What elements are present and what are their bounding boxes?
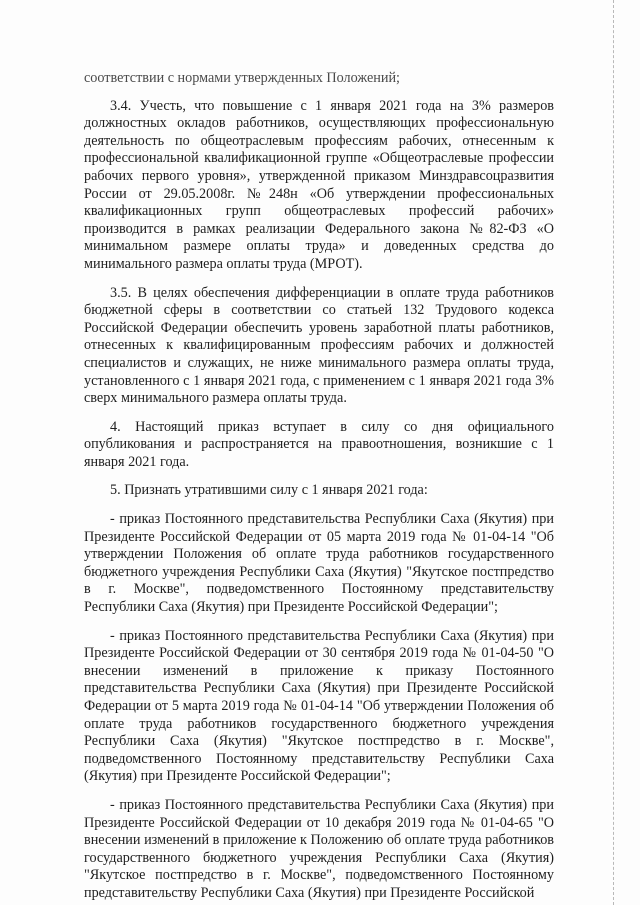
list-item-order-2: - приказ Постоянного представительства Республики Саха (Якутия) при Президенте Российской Федерации от 30 сентября 2019 года № 01-04-50 "О внесении изменений в приложение к приказу Постоянного представительства Республики Саха (Якутия) при Президенте Российской Федерации от 5 марта 2019 года № 01-04-14 "Об утверждении Положения об оплате труда работников государственного бюджетного учреждения Республики Саха (Якутия) "Якутское постпредство в г. Москве", подведомственного Постоянному представительству Республики Саха (Якутия) при Президенте Российской Федерации"; bbox=[84, 627, 554, 785]
paragraph-5: 5. Признать утратившими силу с 1 января 2021 года: bbox=[110, 482, 428, 499]
document-body bbox=[84, 70, 554, 905]
paragraph-continuation: соответствии с нормами утвержденных Положений; bbox=[84, 70, 400, 86]
paragraph-3-4: 3.4. Учесть, что повышение с 1 января 2021 года на 3% размеров должностных окладов работников, осуществляющих профессиональную деятельность по общеотраслевым профессиям рабочих, отнесенным к профессиональной квалификационной группе «Общеотраслевые профессии рабочих первого уровня», утвержденной приказом Минздравсоцразвития России от 29.05.2008г. №248н «Об утверждении профессиональных квалификационных групп общеотраслевых профессий рабочих» производится в рамках реализации Федерального закона №82-ФЗ «О минимальном размере оплаты труда» и доведенных средства до минимального размера оплаты труда (МРОТ). bbox=[84, 97, 554, 272]
scan-edge-line bbox=[613, 0, 614, 905]
list-item-order-1: - приказ Постоянного представительства Республики Саха (Якутия) при Президенте Российской Федерации от 05 марта 2019 года № 01-04-14 "Об утверждении Положения об оплате труда работников государственного бюджетного учреждения Республики Саха (Якутия) "Якутское постпредство в г. Москве", подведомственного Постоянному представительству Республики Саха (Якутия) при Президенте Российской Федерации"; bbox=[84, 511, 554, 616]
list-item-order-3: - приказ Постоянного представительства Республики Саха (Якутия) при Президенте Российской Федерации от 10 декабря 2019 года № 01-04-65 "О внесении изменений в приложение к Положению об оплате труда работников государственного бюджетного учреждения Республики Саха (Якутия) "Якутское постпредство в г. Москве", подведомственного Постоянному представительству Республики Саха (Якутия) при Президенте Российской bbox=[84, 796, 554, 901]
paragraph-4: 4. Настоящий приказ вступает в силу со дня официального опубликования и распространяется на правоотношения, возникшие с 1 января 2021 года. bbox=[84, 418, 554, 470]
paragraph-3-5: 3.5. В целях обеспечения дифференциации в оплате труда работников бюджетной сферы в соответствии со статьей 132 Трудового кодекса Российской Федерации обеспечить уровень заработной платы работников, отнесенных к квалифицированным профессиям рабочих и должностей специалистов и служащих, не ниже минимального размера оплаты труда, установленного с 1 января 2021 года, с применением с 1 января 2021 года 3% сверх минимального размера оплаты труда. bbox=[84, 284, 554, 407]
